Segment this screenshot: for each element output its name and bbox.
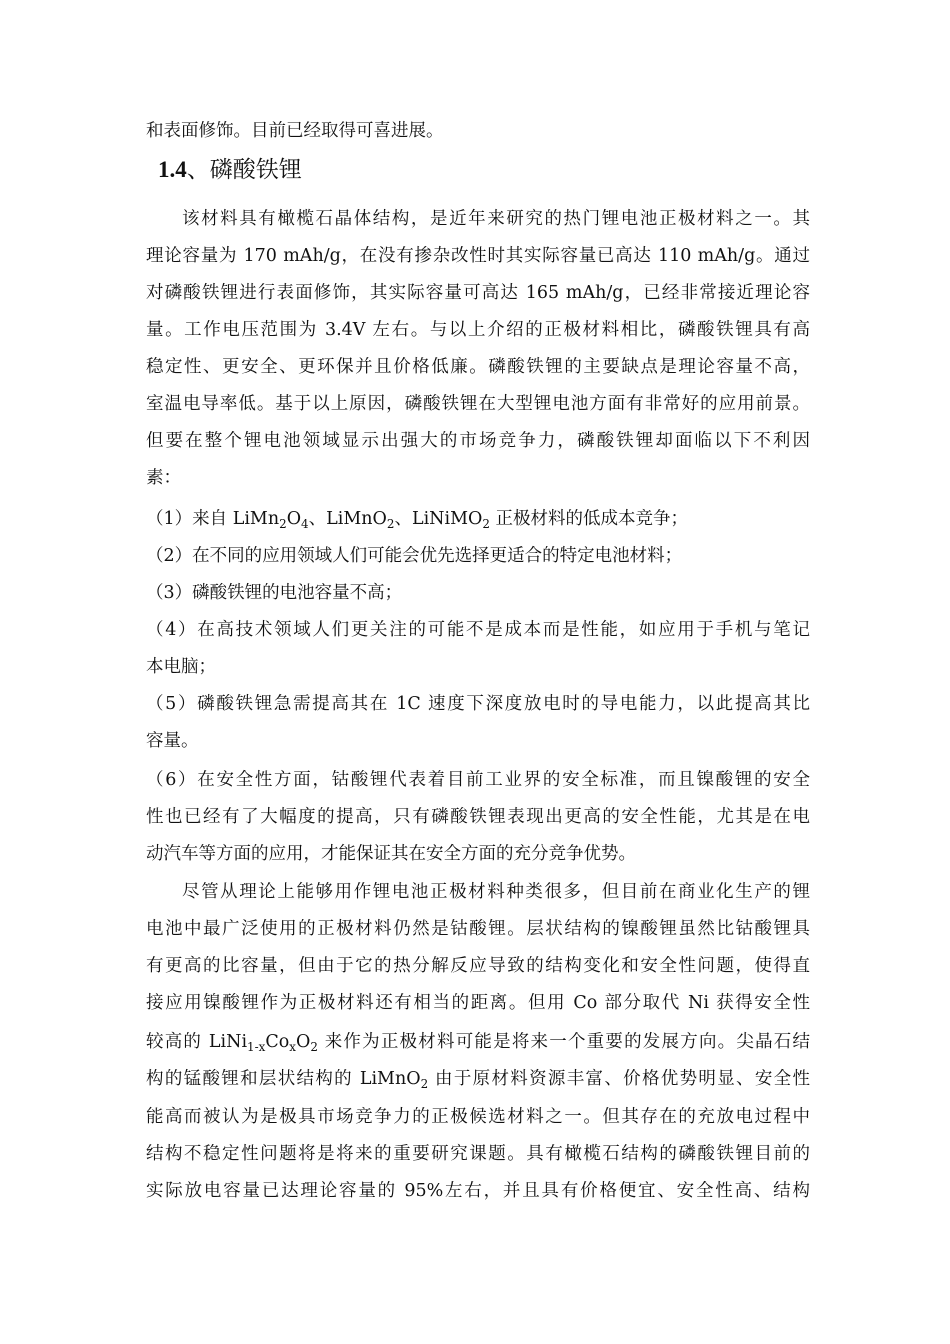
list-item-5: （5）磷酸铁锂急需提高其在 1C 速度下深度放电时的导电能力，以此提高其比 xyxy=(146,694,810,714)
section-number: 1.4 xyxy=(158,157,187,182)
paragraph-fragment: 和表面修饰。目前已经取得可喜进展。 xyxy=(146,121,444,141)
list-item-4: （4）在高技术领域人们更关注的可能不是成本而是性能，如应用于手机与笔记 xyxy=(146,620,810,640)
list-item-3: （3）磷酸铁锂的电池容量不高； xyxy=(146,583,403,603)
summary-line: 结构不稳定性问题将是将来的重要研究课题。具有橄榄石结构的磷酸铁锂目前的 xyxy=(146,1144,810,1164)
summary-formula-line: 较高的 $LiNi_{1-x}Co_xO_2$ 来作为正极材料可能是将来一个重要的发展方向。尖晶石结 xyxy=(146,1032,810,1055)
list-item-5-cont: 容量。 xyxy=(146,731,199,751)
list-item-4-cont: 本电脑； xyxy=(146,657,216,677)
summary-limno-line: 构的锰酸锂和层状结构的 LiMnO$_2$ 由于原材料资源丰富、价格优势明显、安全性 xyxy=(146,1069,810,1092)
list-item-6-cont: 性也已经有了大幅度的提高，只有磷酸铁锂表现出更高的安全性能，尤其是在电 xyxy=(146,807,810,827)
intro-line: 稳定性、更安全、更环保并且价格低廉。磷酸铁锂的主要缺点是理论容量不高， xyxy=(146,357,810,377)
section-heading xyxy=(158,152,302,188)
summary-line: 尽管从理论上能够用作锂电池正极材料种类很多，但目前在商业化生产的锂 xyxy=(182,882,810,902)
intro-line: 量。工作电压范围为 3.4V 左右。与以上介绍的正极材料相比，磷酸铁锂具有高 xyxy=(146,320,810,340)
summary-line: 电池中最广泛使用的正极材料仍然是钴酸锂。层状结构的镍酸锂虽然比钴酸锂具 xyxy=(146,919,810,939)
section-title: 、磷酸铁锂 xyxy=(186,157,302,183)
intro-line: 对磷酸铁锂进行表面修饰，其实际容量可高达 165 mAh/g，已经非常接近理论容 xyxy=(146,283,810,303)
intro-line: 素： xyxy=(146,468,181,488)
summary-line: 有更高的比容量，但由于它的热分解反应导致的结构变化和安全性问题，使得直 xyxy=(146,956,810,976)
summary-line: 实际放电容量已达理论容量的 95%左右，并且具有价格便宜、安全性高、结构 xyxy=(146,1181,810,1201)
intro-line: 理论容量为 170 mAh/g，在没有掺杂改性时其实际容量已高达 110 mAh/g。通过 xyxy=(146,246,810,266)
summary-line: 能高而被认为是极具市场竞争力的正极候选材料之一。但其存在的充放电过程中 xyxy=(146,1107,810,1127)
summary-line: 接应用镍酸锂作为正极材料还有相当的距离。但用 Co 部分取代 Ni 获得安全性 xyxy=(146,993,810,1013)
intro-line: 该材料具有橄榄石晶体结构，是近年来研究的热门锂电池正极材料之一。其 xyxy=(182,209,810,229)
list-item-6: （6）在安全性方面，钴酸锂代表着目前工业界的安全标准，而且镍酸锂的安全 xyxy=(146,770,810,790)
list-item-1: （1）来自 $LiMn_2O_4$、LiMnO$_2$、LiNiMO$_2$ 正极材料的低成本竞争； xyxy=(146,509,689,532)
intro-line: 但要在整个锂电池领域显示出强大的市场竞争力，磷酸铁锂却面临以下不利因 xyxy=(146,431,810,451)
list-item-6-cont: 动汽车等方面的应用，才能保证其在安全方面的充分竞争优势。 xyxy=(146,844,636,864)
intro-line: 室温电导率低。基于以上原因，磷酸铁锂在大型锂电池方面有非常好的应用前景。 xyxy=(146,394,810,414)
list-item-2: （2）在不同的应用领域人们可能会优先选择更适合的特定电池材料； xyxy=(146,546,683,566)
